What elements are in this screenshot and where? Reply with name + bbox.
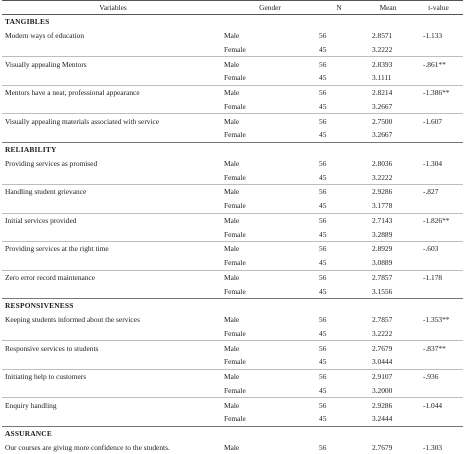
gender-comparison-table bbox=[2, 0, 463, 454]
header-variables: Variables bbox=[2, 1, 224, 15]
n-cell: 45 bbox=[316, 284, 362, 298]
n-cell: 56 bbox=[316, 341, 362, 355]
n-cell: 56 bbox=[316, 57, 362, 71]
variable-cell: Visually appealing materials associated with service bbox=[2, 114, 224, 128]
variable-cell: Our courses are giving more confidence to the students. bbox=[2, 441, 224, 454]
t-value-cell: -1.178 bbox=[414, 270, 463, 284]
table-row bbox=[2, 128, 463, 142]
t-value-cell: -1.353** bbox=[414, 313, 463, 327]
t-value-cell bbox=[414, 128, 463, 142]
table-row bbox=[2, 242, 463, 256]
variable-cell bbox=[2, 170, 224, 184]
table-row bbox=[2, 43, 463, 57]
t-value-cell: -.827 bbox=[414, 185, 463, 199]
gender-cell: Female bbox=[224, 170, 316, 184]
mean-cell: 3.2222 bbox=[362, 327, 414, 341]
gender-cell: Female bbox=[224, 412, 316, 426]
n-cell: 56 bbox=[316, 85, 362, 99]
table-header bbox=[2, 1, 463, 15]
t-value-cell: -1.133 bbox=[414, 29, 463, 43]
mean-cell: 3.2889 bbox=[362, 227, 414, 241]
variable-cell bbox=[2, 355, 224, 369]
table-row bbox=[2, 313, 463, 327]
table-row bbox=[2, 71, 463, 85]
table-row bbox=[2, 185, 463, 199]
gender-cell: Female bbox=[224, 43, 316, 57]
n-cell: 56 bbox=[316, 185, 362, 199]
mean-cell: 2.7500 bbox=[362, 114, 414, 128]
gender-cell: Male bbox=[224, 341, 316, 355]
table-row bbox=[2, 199, 463, 213]
gender-cell: Male bbox=[224, 57, 316, 71]
table-row bbox=[2, 157, 463, 171]
table-row bbox=[2, 85, 463, 99]
mean-cell: 3.0889 bbox=[362, 256, 414, 270]
gender-cell: Female bbox=[224, 227, 316, 241]
table-row bbox=[2, 57, 463, 71]
mean-cell: 3.2444 bbox=[362, 412, 414, 426]
mean-cell: 2.7679 bbox=[362, 441, 414, 454]
table-row bbox=[2, 355, 463, 369]
table-row bbox=[2, 384, 463, 398]
t-value-cell: -.936 bbox=[414, 369, 463, 383]
header-gender: Gender bbox=[224, 1, 316, 15]
variable-cell bbox=[2, 256, 224, 270]
gender-cell: Male bbox=[224, 270, 316, 284]
t-value-cell: -1.044 bbox=[414, 398, 463, 412]
t-value-cell bbox=[414, 227, 463, 241]
gender-cell: Female bbox=[224, 284, 316, 298]
table-row bbox=[2, 327, 463, 341]
section-title: RELIABILITY bbox=[2, 142, 463, 156]
table-row bbox=[2, 270, 463, 284]
gender-cell: Female bbox=[224, 199, 316, 213]
mean-cell: 2.7857 bbox=[362, 270, 414, 284]
mean-cell: 2.7143 bbox=[362, 213, 414, 227]
t-value-cell bbox=[414, 355, 463, 369]
mean-cell: 3.2222 bbox=[362, 170, 414, 184]
table-row bbox=[2, 284, 463, 298]
gender-cell: Female bbox=[224, 384, 316, 398]
t-value-cell: -1.303 bbox=[414, 441, 463, 454]
n-cell: 45 bbox=[316, 199, 362, 213]
mean-cell: 2.9286 bbox=[362, 185, 414, 199]
n-cell: 56 bbox=[316, 242, 362, 256]
gender-cell: Male bbox=[224, 29, 316, 43]
t-value-cell: -1.607 bbox=[414, 114, 463, 128]
mean-cell: 2.8393 bbox=[362, 57, 414, 71]
table-row bbox=[2, 227, 463, 241]
n-cell: 56 bbox=[316, 313, 362, 327]
gender-cell: Male bbox=[224, 369, 316, 383]
t-value-cell: -1.826** bbox=[414, 213, 463, 227]
mean-cell: 3.2000 bbox=[362, 384, 414, 398]
n-cell: 56 bbox=[316, 213, 362, 227]
gender-cell: Male bbox=[224, 185, 316, 199]
mean-cell: 2.8571 bbox=[362, 29, 414, 43]
gender-cell: Female bbox=[224, 256, 316, 270]
section-title: TANGIBLES bbox=[2, 15, 463, 29]
variable-cell: Modern ways of education bbox=[2, 29, 224, 43]
variable-cell: Enquiry handling bbox=[2, 398, 224, 412]
n-cell: 45 bbox=[316, 355, 362, 369]
mean-cell: 2.7679 bbox=[362, 341, 414, 355]
gender-cell: Female bbox=[224, 71, 316, 85]
gender-cell: Male bbox=[224, 398, 316, 412]
gender-cell: Male bbox=[224, 85, 316, 99]
mean-cell: 2.8929 bbox=[362, 242, 414, 256]
variable-cell: Mentors have a neat, professional appearance bbox=[2, 85, 224, 99]
n-cell: 45 bbox=[316, 256, 362, 270]
mean-cell: 3.1778 bbox=[362, 199, 414, 213]
n-cell: 56 bbox=[316, 369, 362, 383]
variable-cell: Handling student grievance bbox=[2, 185, 224, 199]
t-value-cell bbox=[414, 199, 463, 213]
mean-cell: 2.9286 bbox=[362, 398, 414, 412]
variable-cell bbox=[2, 199, 224, 213]
t-value-cell bbox=[414, 256, 463, 270]
variable-cell bbox=[2, 412, 224, 426]
t-value-cell: -.861** bbox=[414, 57, 463, 71]
t-value-cell: -.603 bbox=[414, 242, 463, 256]
variable-cell bbox=[2, 43, 224, 57]
mean-cell: 3.2667 bbox=[362, 100, 414, 114]
section-title: ASSURANCE bbox=[2, 426, 463, 440]
table-row bbox=[2, 114, 463, 128]
n-cell: 45 bbox=[316, 412, 362, 426]
mean-cell: 3.1111 bbox=[362, 71, 414, 85]
header-n: N bbox=[316, 1, 362, 15]
variable-cell: Providing services at the right time bbox=[2, 242, 224, 256]
t-value-cell bbox=[414, 284, 463, 298]
table-row bbox=[2, 100, 463, 114]
variable-cell bbox=[2, 128, 224, 142]
n-cell: 56 bbox=[316, 157, 362, 171]
section-row bbox=[2, 142, 463, 156]
gender-cell: Male bbox=[224, 157, 316, 171]
mean-cell: 2.8036 bbox=[362, 157, 414, 171]
t-value-cell bbox=[414, 100, 463, 114]
t-value-cell: -1.304 bbox=[414, 157, 463, 171]
mean-cell: 3.0444 bbox=[362, 355, 414, 369]
variable-cell: Responsive services to students bbox=[2, 341, 224, 355]
gender-cell: Female bbox=[224, 327, 316, 341]
t-value-cell bbox=[414, 71, 463, 85]
table-row bbox=[2, 398, 463, 412]
n-cell: 56 bbox=[316, 29, 362, 43]
header-row bbox=[2, 1, 463, 15]
variable-cell: Visually appealing Mentors bbox=[2, 57, 224, 71]
variable-cell bbox=[2, 384, 224, 398]
section-title: RESPONSIVENESS bbox=[2, 299, 463, 313]
variable-cell: Providing services as promised bbox=[2, 157, 224, 171]
t-value-cell bbox=[414, 384, 463, 398]
mean-cell: 2.8214 bbox=[362, 85, 414, 99]
variable-cell: Zero error record maintenance bbox=[2, 270, 224, 284]
section-row bbox=[2, 15, 463, 29]
table-row bbox=[2, 341, 463, 355]
gender-cell: Female bbox=[224, 100, 316, 114]
n-cell: 45 bbox=[316, 327, 362, 341]
variable-cell bbox=[2, 227, 224, 241]
variable-cell bbox=[2, 100, 224, 114]
variable-cell: Initiating help to customers bbox=[2, 369, 224, 383]
variable-cell bbox=[2, 71, 224, 85]
gender-cell: Male bbox=[224, 441, 316, 454]
gender-cell: Female bbox=[224, 355, 316, 369]
gender-cell: Female bbox=[224, 128, 316, 142]
n-cell: 56 bbox=[316, 114, 362, 128]
header-t-value: t-value bbox=[414, 1, 463, 15]
n-cell: 45 bbox=[316, 128, 362, 142]
n-cell: 45 bbox=[316, 100, 362, 114]
mean-cell: 3.1556 bbox=[362, 284, 414, 298]
gender-cell: Male bbox=[224, 114, 316, 128]
mean-cell: 3.2667 bbox=[362, 128, 414, 142]
t-value-cell bbox=[414, 327, 463, 341]
n-cell: 45 bbox=[316, 43, 362, 57]
mean-cell: 2.9107 bbox=[362, 369, 414, 383]
table-row bbox=[2, 369, 463, 383]
t-value-cell: -.837** bbox=[414, 341, 463, 355]
n-cell: 45 bbox=[316, 384, 362, 398]
variable-cell bbox=[2, 284, 224, 298]
section-row bbox=[2, 426, 463, 440]
table-row bbox=[2, 213, 463, 227]
table-row bbox=[2, 170, 463, 184]
n-cell: 45 bbox=[316, 170, 362, 184]
gender-cell: Male bbox=[224, 242, 316, 256]
t-value-cell bbox=[414, 43, 463, 57]
variable-cell: Keeping students informed about the services bbox=[2, 313, 224, 327]
section-row bbox=[2, 299, 463, 313]
t-value-cell bbox=[414, 170, 463, 184]
table-row bbox=[2, 412, 463, 426]
variable-cell: Initial services provided bbox=[2, 213, 224, 227]
t-value-cell bbox=[414, 412, 463, 426]
table-row bbox=[2, 256, 463, 270]
n-cell: 56 bbox=[316, 441, 362, 454]
table-row bbox=[2, 441, 463, 454]
n-cell: 56 bbox=[316, 398, 362, 412]
mean-cell: 2.7857 bbox=[362, 313, 414, 327]
gender-cell: Male bbox=[224, 313, 316, 327]
n-cell: 45 bbox=[316, 227, 362, 241]
n-cell: 56 bbox=[316, 270, 362, 284]
table-row bbox=[2, 29, 463, 43]
t-value-cell: -1.386** bbox=[414, 85, 463, 99]
header-mean: Mean bbox=[362, 1, 414, 15]
mean-cell: 3.2222 bbox=[362, 43, 414, 57]
n-cell: 45 bbox=[316, 71, 362, 85]
table-body bbox=[2, 15, 463, 454]
gender-cell: Male bbox=[224, 213, 316, 227]
variable-cell bbox=[2, 327, 224, 341]
